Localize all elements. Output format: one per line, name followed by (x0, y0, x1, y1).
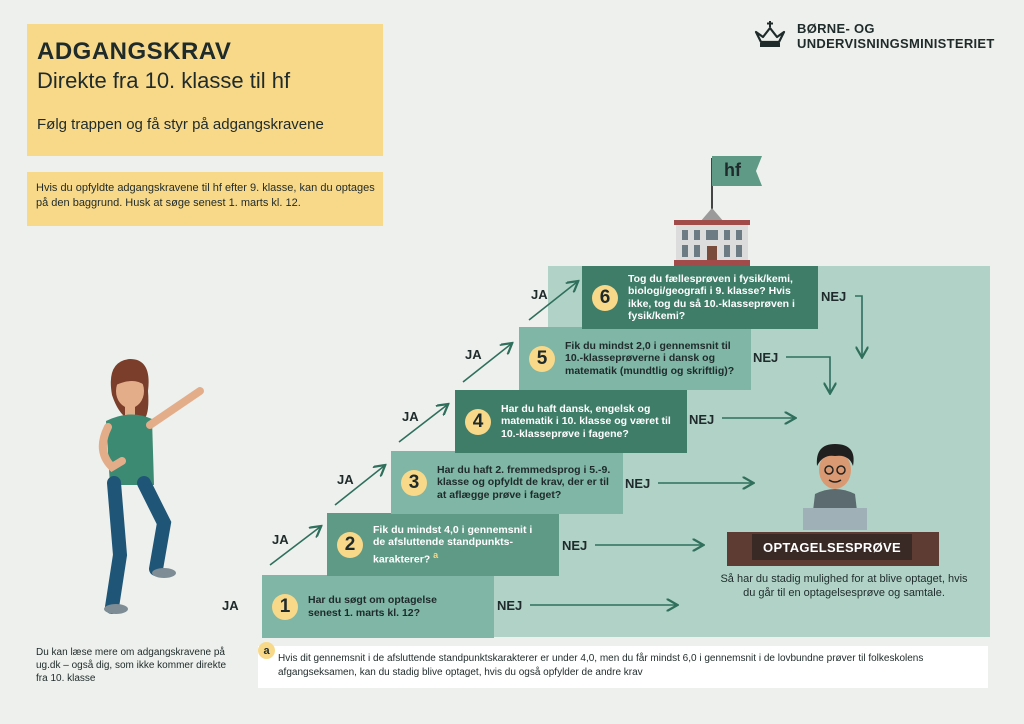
step-number: 4 (465, 409, 491, 435)
yes-label: JA (222, 598, 239, 613)
step-question: Har du haft 2. fremmedsprog i 5.-9. klasse og opfyldt de krav, der er til at aflægge prøve i faget? (437, 463, 611, 501)
yes-arrow (463, 344, 511, 382)
page-title: ADGANGSKRAV (37, 38, 232, 65)
footnote-text: Hvis dit gennemsnit i de afsluttende standpunktskarakterer er under 4,0, men du får mindst 6,0 i gennemsnit i de lovbundne prøver til folkeskolens afgangseksamen, kan du stadig blive optaget, hvis du også opfylder de andre krav (278, 653, 924, 678)
step-question: Tog du fællesprøven i fysik/kemi, biologi/geografi i 9. klasse? Hvis ikke, tog du så 10.-klasseprøven i fysik/kemi? (628, 272, 795, 322)
yes-label: JA (402, 409, 419, 424)
yes-arrow (335, 466, 384, 505)
step-number: 2 (337, 532, 363, 558)
yes-label: JA (272, 532, 289, 547)
student-illustration (785, 436, 885, 536)
no-label: NEJ (821, 289, 847, 304)
info-text: Hvis du opfyldte adgangskravene til hf efter 9. klasse, kan du optages på den baggrund. Husk at søge senest 1. marts kl. 12. (36, 182, 375, 209)
yes-arrow (399, 405, 447, 442)
step-number: 6 (592, 285, 618, 311)
no-label: NEJ (689, 412, 715, 427)
hf-flag-label: hf (724, 160, 741, 180)
yes-label: JA (531, 287, 548, 302)
yes-arrow (529, 282, 577, 320)
admission-test-text: Så har du stadig mulighed for at blive optaget, hvis du går til en optagelsesprøve og samtale. (720, 573, 968, 599)
guide-text: Følg trappen og få styr på adgangskravene (37, 116, 324, 133)
step-question: Har du søgt om optagelse senest 1. marts kl. 12? (308, 594, 437, 619)
no-label: NEJ (497, 598, 523, 613)
no-label: NEJ (562, 538, 588, 553)
step-question: Fik du mindst 2,0 i gennemsnit til 10.-klasseprøverne i dansk og matematik (mundtlig og skriftlig)? (565, 339, 735, 377)
no-arrow (786, 357, 830, 392)
no-label: NEJ (753, 350, 779, 365)
yes-arrow (270, 527, 320, 565)
step-question-text: Fik du mindst 4,0 i gennemsnit i de afsluttende standpunkts-karakterer? (373, 523, 533, 565)
step-number: 1 (272, 594, 298, 620)
girl-illustration (92, 355, 210, 617)
admission-test-label: OPTAGELSESPRØVE (752, 534, 912, 560)
no-arrow (855, 296, 862, 356)
no-label: NEJ (625, 476, 651, 491)
step-question: Har du haft dansk, engelsk og matematik i 10. klasse og været til 10.-klasseprøve i fagene? (501, 402, 671, 440)
step-number: 5 (529, 346, 555, 372)
yes-label: JA (337, 472, 354, 487)
yes-label: JA (465, 347, 482, 362)
read-more-text: Du kan læse mere om adgangskravene på ug.dk – også dig, som ikke kommer direkte fra 10. klasse (36, 647, 227, 684)
footnote-badge: a (258, 642, 275, 659)
logo-line-2: UNDERVISNINGSMINISTERIET (797, 36, 995, 51)
page-subtitle: Direkte fra 10. klasse til hf (37, 68, 291, 93)
step-number: 3 (401, 470, 427, 496)
logo-line-1: BØRNE- OG (797, 21, 875, 36)
footnote-mark: a (433, 549, 439, 560)
